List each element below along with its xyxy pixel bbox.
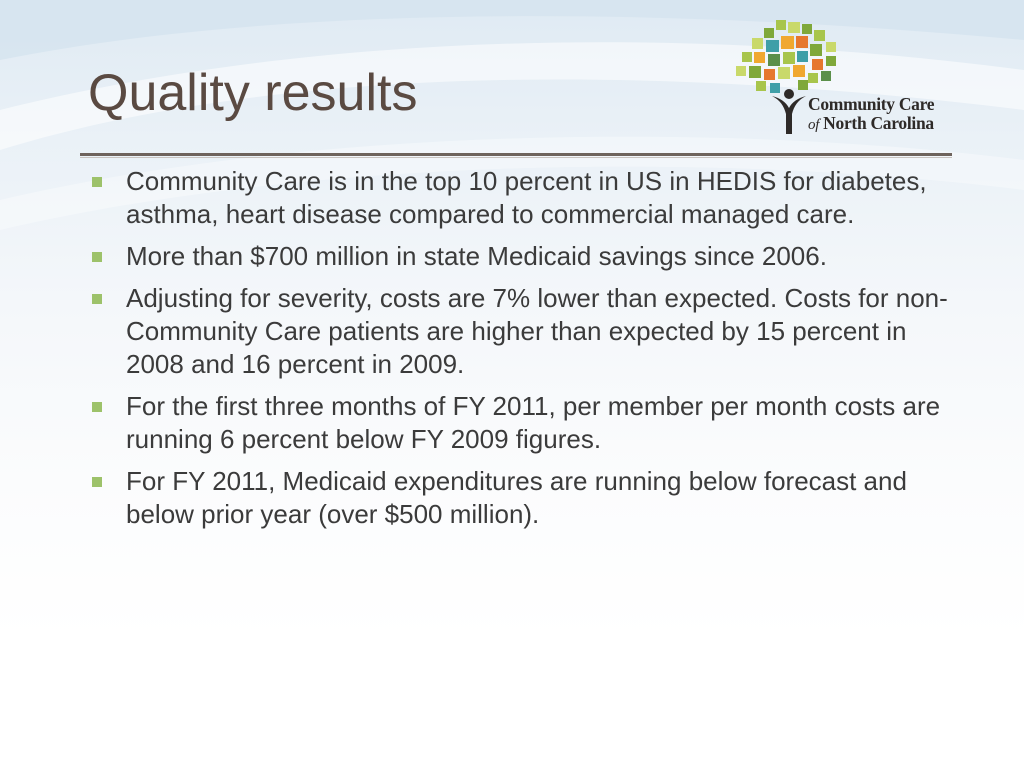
bullet-list [88, 165, 968, 540]
logo-wordmark [808, 96, 934, 133]
logo-line-2 [808, 112, 934, 133]
bullet-marker-icon [92, 252, 102, 262]
logo-of-word: of [808, 116, 820, 133]
bullet-text: Community Care is in the top 10 percent in US in HEDIS for diabetes, asthma, heart disease compared to commercial managed care. [126, 166, 927, 230]
bullet-text: For the first three months of FY 2011, per member per month costs are running 6 percent below FY 2009 figures. [126, 391, 941, 455]
title-divider-shadow [80, 157, 952, 158]
bullet-item-2 [88, 240, 968, 273]
bullet-text: Adjusting for severity, costs are 7% lower than expected. Costs for non-Community Care patients are higher than expected by 15 percent in 2008 and 16 percent in 2009. [126, 283, 948, 380]
bullet-marker-icon [92, 402, 102, 412]
bullet-item-5 [88, 465, 968, 531]
bullet-item-1 [88, 165, 968, 231]
logo-line-1: Community Care [808, 94, 935, 114]
community-care-logo [728, 16, 958, 140]
bullet-text: For FY 2011, Medicaid expenditures are running below forecast and below prior year (over $500 million). [126, 466, 907, 530]
bullet-text: More than $700 million in state Medicaid savings since 2006. [126, 241, 827, 272]
bullet-item-4 [88, 390, 968, 456]
logo-line-2-rest: North Carolina [823, 112, 934, 133]
bullet-marker-icon [92, 177, 102, 187]
bullet-marker-icon [92, 477, 102, 487]
page-title: Quality results [88, 64, 418, 122]
bullet-item-3 [88, 282, 968, 381]
title-divider [80, 153, 952, 156]
bullet-marker-icon [92, 294, 102, 304]
